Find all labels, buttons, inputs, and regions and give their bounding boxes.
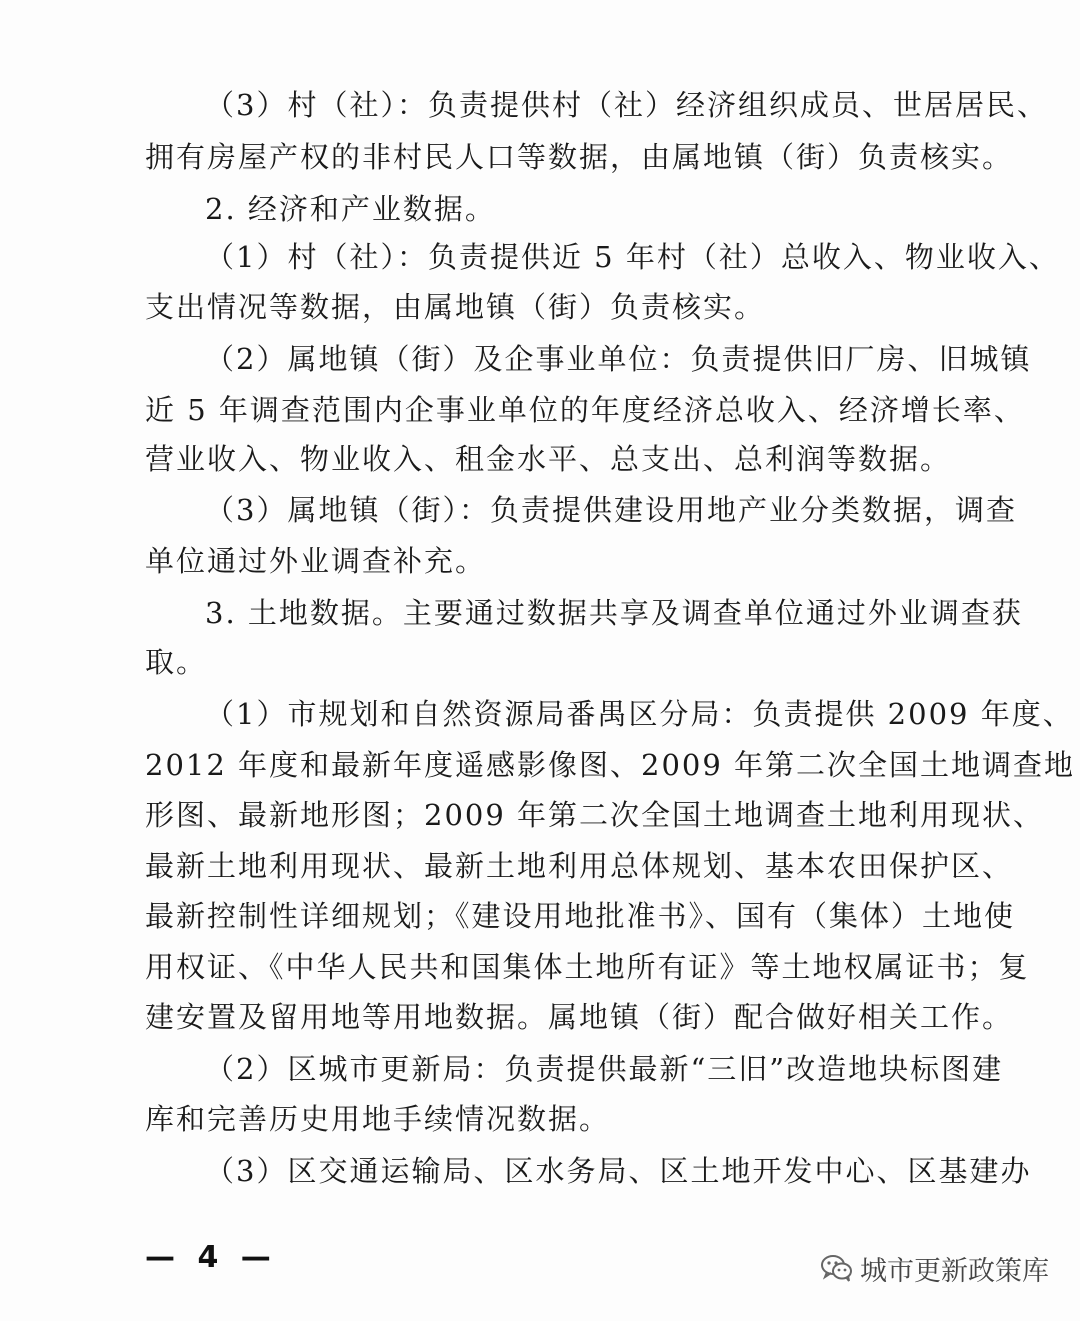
paragraph-line: 库和完善历史用地手续情况数据。 <box>145 1102 611 1136</box>
page-number: — 4 — <box>145 1240 277 1275</box>
paragraph-line: 拥有房屋产权的非村民人口等数据，由属地镇（街）负责核实。 <box>145 140 1014 174</box>
watermark <box>820 1246 1049 1290</box>
section-heading: 2. 经济和产业数据。 <box>205 192 496 226</box>
paragraph-line: （1）市规划和自然资源局番禺区分局：负责提供 2009 年度、 <box>205 697 1074 731</box>
section-heading: 3. 土地数据。主要通过数据共享及调查单位通过外业调查获 <box>205 596 1023 630</box>
paragraph-line: （1）村（社）：负责提供近 5 年村（社）总收入、物业收入、 <box>205 240 1060 274</box>
paragraph-line: （3）村（社）：负责提供村（社）经济组织成员、世居居民、 <box>205 88 1048 122</box>
paragraph-line: （2）区城市更新局：负责提供最新“三旧”改造地块标图建 <box>205 1052 1004 1086</box>
paragraph-line: 形图、最新地形图；2009 年第二次全国土地调查土地利用现状、 <box>145 798 1045 832</box>
paragraph-line: 用权证、《中华人民共和国集体土地所有证》等土地权属证书；复 <box>145 950 1030 984</box>
paragraph-line: （3）区交通运输局、区水务局、区土地开发中心、区基建办 <box>205 1154 1032 1188</box>
paragraph-line: 最新土地利用现状、最新土地利用总体规划、基本农田保护区、 <box>145 849 1014 883</box>
watermark-text: 城市更新政策库 <box>860 1255 1049 1287</box>
paragraph-line: 建安置及留用地等用地数据。属地镇（街）配合做好相关工作。 <box>145 1000 1014 1034</box>
paragraph-line: 取。 <box>145 645 208 679</box>
paragraph-line: （3）属地镇（街）：负责提供建设用地产业分类数据，调查 <box>205 493 1017 527</box>
paragraph-line: 2012 年度和最新年度遥感影像图、2009 年第二次全国土地调查地 <box>145 748 1076 782</box>
paragraph-line: 单位通过外业调查补充。 <box>145 544 487 578</box>
paragraph-line: 近 5 年调查范围内企事业单位的年度经济总收入、经济增长率、 <box>145 393 1025 427</box>
paragraph-line: （2）属地镇（街）及企事业单位：负责提供旧厂房、旧城镇 <box>205 342 1032 376</box>
wechat-icon <box>820 1251 854 1285</box>
paragraph-line: 支出情况等数据，由属地镇（街）负责核实。 <box>145 290 766 324</box>
paragraph-line: 最新控制性详细规划；《建设用地批准书》、国有（集体）土地使 <box>145 899 1016 933</box>
paragraph-line: 营业收入、物业收入、租金水平、总支出、总利润等数据。 <box>145 442 952 476</box>
